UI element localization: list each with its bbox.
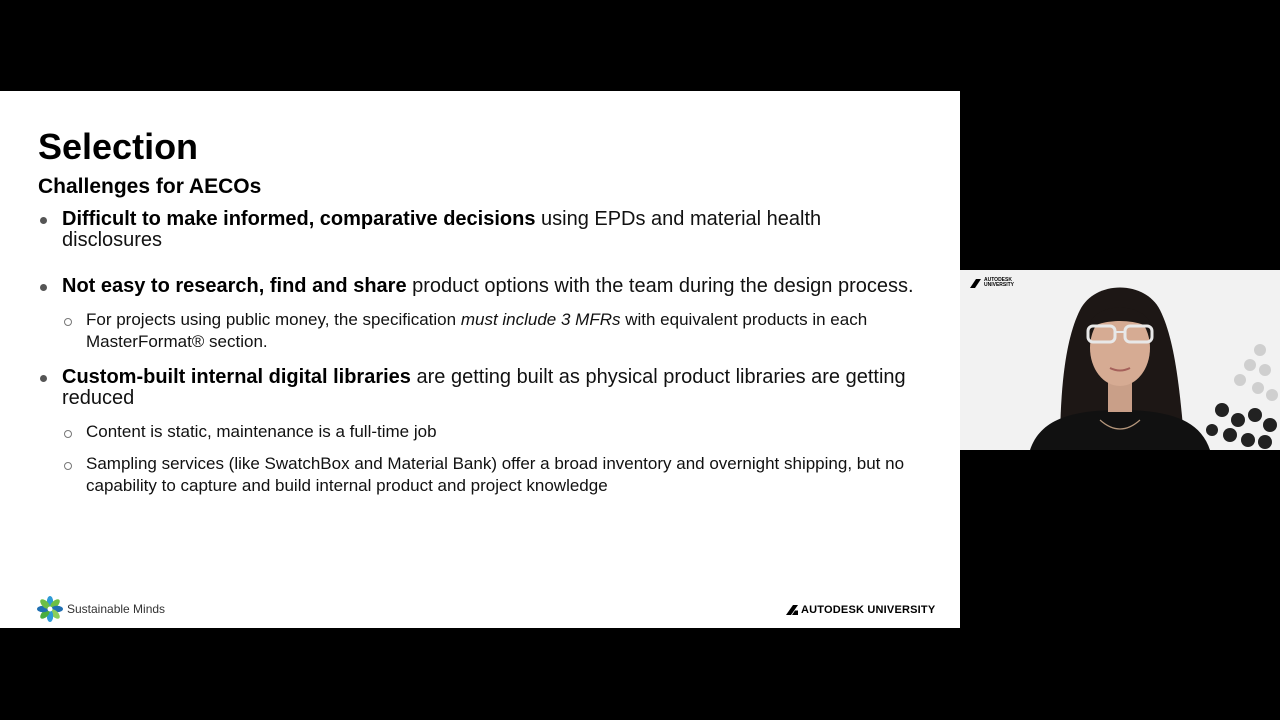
sub-bullet-italic-text: must include 3 MFRs [460,310,621,329]
bullet-item [38,276,918,353]
bullet-bold-text: Difficult to make informed, comparative decisions [62,208,536,230]
autodesk-logo-icon [786,605,798,615]
sustainable-minds-logo [36,596,165,622]
sub-bullet-text: For projects using public money, the specification [86,310,461,329]
bullet-text: product options with the team during the design process. [406,275,914,297]
sustainable-minds-logo-icon [36,595,64,623]
sub-bullet-item [62,309,918,353]
watermark-line-2: UNIVERSITY [984,282,1015,288]
bullet-text: using EPDs and material health disclosures [62,208,822,251]
bullet-bold-text: Not easy to research, find and share [62,275,407,297]
sustainable-minds-logo-text: Sustainable Minds [67,602,166,616]
bullet-bold-text: Custom-built internal digital libraries [62,366,411,388]
sub-bullet-item: Sampling services (like SwatchBox and Material Bank) offer a broad inventory and overnight shipping, but no capability to capture and build internal product and project knowledge [62,453,918,497]
presentation-slide [0,91,960,628]
slide-subtitle: Challenges for AECOs [38,175,262,198]
autodesk-university-logo-text: AUTODESK UNIVERSITY [801,604,936,616]
sub-bullet-item: Content is static, maintenance is a full-time job [62,421,918,443]
slide-title: Selection [38,126,199,167]
watermark-line-1: AUTODESK [984,277,1012,283]
bullet-item [38,209,918,251]
presenter-video-image [960,270,1280,450]
bullet-text: are getting built as physical product libraries are getting reduced [62,366,906,409]
autodesk-university-logo [786,604,935,616]
sub-bullet-list [62,421,918,497]
autodesk-logo-icon [970,279,982,288]
sub-bullet-list [62,309,918,353]
autodesk-university-watermark [970,278,1014,288]
bullet-item [38,367,918,497]
sub-bullet-text: with equivalent products in each MasterFormat® section. [86,310,868,351]
presenter-video-feed [960,270,1280,450]
bullet-list [38,209,918,507]
